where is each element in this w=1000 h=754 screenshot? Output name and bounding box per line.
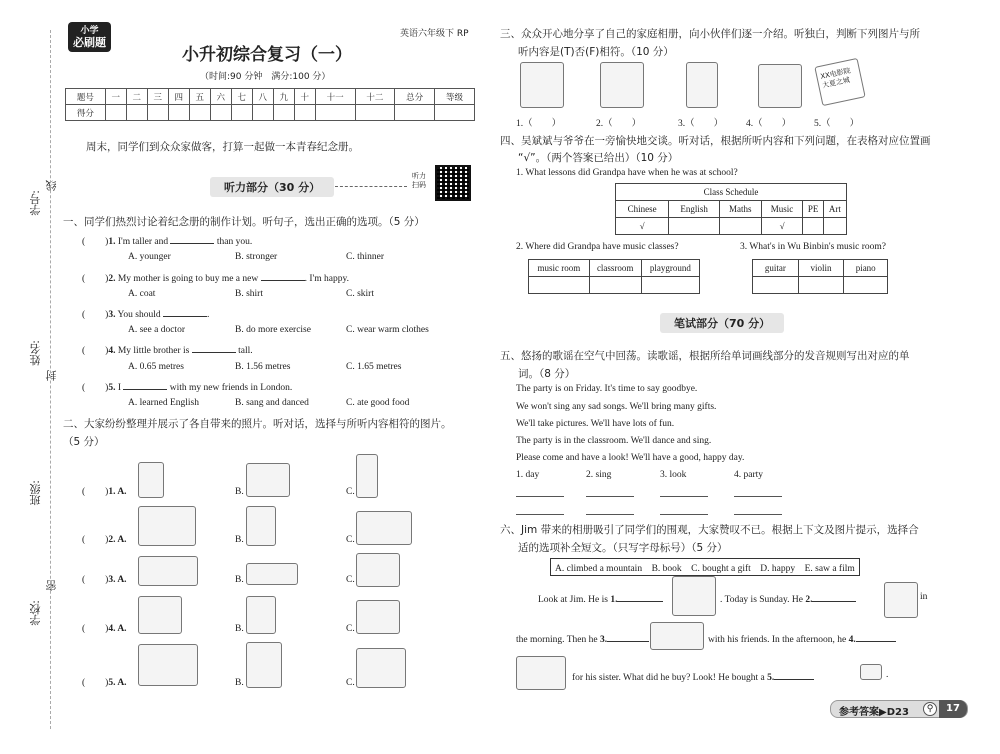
part4-title-line2: “√”。（两个答案已给出）（10 分） [518,152,679,164]
option-a: A. see a doctor [128,325,185,335]
word-prompt-1: 1. day [516,470,540,480]
instrument-cell: violin [798,260,844,277]
right-page [500,0,1000,754]
part1-item-2: ( )2. My mother is going to buy me a new . I'm happy. [82,271,349,284]
passage-line-1b: . Today is Sunday. He 2. [720,592,856,605]
score-cell: 十 [294,89,315,105]
score-header-row [66,89,475,105]
option-a: A. 0.65 metres [128,362,184,372]
score-cell: 题号 [66,89,106,105]
option-b-label: B. [235,575,244,585]
binding-line: 线 [45,180,58,191]
binding-dotted-line [50,30,51,729]
picture-option[interactable] [138,556,198,586]
brand-logo [68,22,111,52]
picture-option[interactable] [246,563,298,585]
check-cell[interactable] [589,277,641,294]
writing-section-banner: 笔试部分（70 分） [660,313,784,333]
option-b: B. stronger [235,252,278,262]
score-cell: 十二 [355,89,395,105]
blank-number: 2. [805,595,813,605]
picture-option[interactable] [246,642,282,688]
option-b: B. 1.56 metres [235,362,291,372]
part4-question-1: 1. What lessons did Grandpa have when he was at school? [516,168,738,178]
row-label: 2. A. [108,535,127,545]
score-value-row [66,105,475,121]
part2-row-2: ( )2. A. [82,535,127,545]
answer-line[interactable] [734,496,782,497]
check-cell[interactable] [823,218,846,235]
answer-blank[interactable] [812,592,856,602]
cinema-picture [650,622,704,650]
binding-strip [18,40,58,730]
answer-line[interactable] [586,496,634,497]
mountain-picture [884,582,918,618]
picture-option[interactable] [356,648,406,688]
part2-score: （5 分） [63,436,105,448]
answer-reference-text: 参考答案▶D23 [839,707,909,718]
place-cell: music room [529,260,590,277]
binding-name: 姓名: [29,340,42,366]
item-text: My mother is going to buy me a new [117,274,259,284]
part4-title-line1: 四、吴斌斌与爷爷在一旁愉快地交谈。听对话，根据所听内容和下列问题，在表格对应位置画 [500,135,931,147]
word-bank: A. climbed a mountain B. book C. bought a gift D. happy E. saw a film [550,558,860,576]
part5-title-line2: 词。（8 分） [518,368,576,380]
picture-option[interactable] [246,506,276,546]
picture-option[interactable] [356,454,378,498]
answer-blank[interactable] [261,271,305,281]
item-text: . I'm happy. [304,274,349,284]
place-cell: classroom [589,260,641,277]
answer-blank[interactable] [774,670,814,680]
score-cell: 八 [252,89,273,105]
listening-section-banner: 听力部分（30 分） [210,177,334,197]
judge-item-4[interactable]: 4.（ ） [746,119,792,129]
item-number: 2. [108,274,116,284]
check-cell[interactable] [753,277,799,294]
subject-cell: Art [823,201,846,218]
picture-option[interactable] [138,506,196,546]
score-cell: 五 [189,89,210,105]
picture-option[interactable] [138,596,182,634]
part5-title-line1: 五、悠扬的歌谣在空气中回荡。读歌谣，根据所给单词画线部分的发音规则写出对应的单 [500,350,910,362]
shopping-picture [516,656,566,690]
check-cell[interactable] [803,218,823,235]
picture-option[interactable] [356,511,412,545]
instruments-table [752,259,888,294]
answer-blank[interactable] [607,632,649,642]
check-cell[interactable] [669,218,720,235]
subject-row [616,201,847,218]
option-c-label: C. [346,678,355,688]
page-title: 小升初综合复习（一） [182,45,352,65]
passage-line-1: Look at Jim. He is 1. [538,592,663,605]
listening-qr-code[interactable] [435,165,471,201]
chant-line: We won't sing any sad songs. We'll bring many gifts. [516,402,717,412]
item-text: I [117,383,122,393]
part1-item-5: ( )5. I with my new friends in London. [82,380,292,393]
subject-cell: Maths [719,201,761,218]
passage-word-in: in [920,592,928,602]
schedule-title: Class Schedule [616,184,847,201]
option-c: C. 1.65 metres [346,362,402,372]
check-cell[interactable] [719,218,761,235]
binding-seal: 封 [45,370,58,381]
score-cell: 等级 [435,89,475,105]
picture-option[interactable] [138,644,198,686]
part6-title-line2: 适的选项补全短文。（只写字母标号）（5 分） [518,542,728,554]
score-cell: 四 [168,89,189,105]
subject-cell: PE [803,201,823,218]
part2-row-5: ( )5. A. [82,678,127,688]
part4-question-2: 2. Where did Grandpa have music classes? [516,242,679,252]
score-cell: 三 [147,89,168,105]
instrument-cell: guitar [753,260,799,277]
item-number: 4. [108,346,116,356]
blank-number: 3. [600,635,608,645]
option-b-label: B. [235,624,244,634]
item-text: I'm taller and [117,237,169,247]
cinema-sign-text: XX电影院 大夏之城 [819,66,852,90]
row-label: 3. A. [108,575,127,585]
logo-bottom-text: 必刷题 [73,36,106,49]
row-label: 5. A. [108,678,127,688]
part2-title: 二、大家纷纷整理并展示了各自带来的照片。听对话，选择与所听内容相符的图片。 [63,418,452,430]
option-b: B. sang and danced [235,398,309,408]
option-c-label: C. [346,487,355,497]
score-cell: 七 [231,89,252,105]
picture-item [520,62,564,108]
check-cell[interactable] [798,277,844,294]
option-c: C. thinner [346,252,384,262]
check-cell[interactable] [529,277,590,294]
part2-row-3: ( )3. A. [82,575,127,585]
item-text: You should [117,310,161,320]
word-prompt-4: 4. party [734,470,764,480]
picture-item [686,62,718,108]
picture-option[interactable] [138,462,164,498]
item-text: My little brother is [117,346,190,356]
blank-number: 4. [848,635,856,645]
picture-item [758,64,802,108]
chant-line: We'll take pictures. We'll have lots of fun. [516,419,675,429]
picture-option[interactable] [356,553,400,587]
part6-title-line1: 六、Jim 带来的相册吸引了同学们的围观，大家赞叹不已。根据上下文及图片提示，选择合 [500,524,919,536]
binding-class: 班级: [29,480,42,506]
answer-blank[interactable] [192,343,236,353]
logo-top-text: 小学 [80,26,99,36]
passage-end: . [886,670,889,680]
part2-row-4: ( )4. A. [82,624,127,634]
option-b-label: B. [235,535,244,545]
cinema-sign-picture [814,58,865,106]
answer-line[interactable] [660,514,708,515]
part3-title-line1: 三、众众开心地分享了自己的家庭相册，向小伙伴们逐一介绍。听独白，判断下列图片与所 [500,28,920,40]
answer-line[interactable] [516,496,564,497]
answer-line[interactable] [516,514,564,515]
part4-question-3: 3. What's in Wu Binbin's music room? [740,242,886,252]
score-cell: 二 [126,89,147,105]
part2-row-1: ( )1. A. [82,487,127,497]
place-cell: playground [641,260,699,277]
check-cell[interactable] [844,277,888,294]
class-schedule-table [615,183,847,235]
intro-text: 周末，同学们到众众家做客，打算一起做一本青春纪念册。 [86,141,359,153]
check-cell[interactable]: √ [761,218,803,235]
picture-option[interactable] [246,596,276,634]
exam-time-info: （时间:90 分钟 满分:100 分） [200,72,331,82]
answer-blank[interactable] [123,380,167,390]
score-row-label: 得分 [66,105,106,121]
judge-item-1[interactable]: 1.（ ） [516,119,562,129]
option-c-label: C. [346,535,355,545]
answer-line[interactable] [586,514,634,515]
answer-blank[interactable] [163,307,207,317]
option-c-label: C. [346,624,355,634]
places-table [528,259,700,294]
answer-reference [830,700,968,718]
part3-title-line2: 听内容是(T)否(F)相符。（10 分） [518,46,674,58]
option-a: A. younger [128,252,171,262]
binding-student-no: 学号: [29,190,42,216]
check-cell[interactable]: √ [616,218,669,235]
subject-cell: Music [761,201,803,218]
magnifier-icon: ⚲ [923,702,937,716]
part1-title: 一、同学们热烈讨论着纪念册的制作计划。听句子，选出正确的选项。（5 分） [63,216,425,228]
picture-item [600,62,644,108]
answer-line[interactable] [734,514,782,515]
item-number: 3. [108,310,116,320]
book-picture [860,664,882,680]
part1-item-1: ( )1. I'm taller and than you. [82,234,252,247]
answer-blank[interactable] [856,632,896,642]
option-c: C. ate good food [346,398,410,408]
score-cell: 六 [210,89,231,105]
judge-item-5[interactable]: 5.（ ） [814,119,860,129]
chant-line: The party is in the classroom. We'll dance and sing. [516,436,712,446]
passage-line-2b: with his friends. In the afternoon, he 4. [708,632,896,645]
option-b-label: B. [235,678,244,688]
page-number: 17 [939,700,967,718]
score-cell: 总分 [395,89,435,105]
row-label: 4. A. [108,624,127,634]
banner-rule [335,186,407,187]
chant-line: Please come and have a look! We'll have a good, happy day. [516,453,745,463]
option-b-label: B. [235,487,244,497]
blank-number: 5. [767,673,775,683]
answer-blank[interactable] [617,592,663,602]
judge-item-3[interactable]: 3.（ ） [678,119,724,129]
item-text: with my new friends in London. [169,383,293,393]
jim-happy-picture [672,576,716,616]
subject-cell: English [669,201,720,218]
option-c: C. wear warm clothes [346,325,429,335]
score-cell: 九 [273,89,294,105]
word-prompt-3: 3. look [660,470,687,480]
score-table [65,88,475,121]
check-row [616,218,847,235]
item-number: 1. [108,237,116,247]
judge-item-2[interactable]: 2.（ ） [596,119,642,129]
score-cell: 十一 [315,89,355,105]
blank-number: 1. [610,595,618,605]
item-text: than you. [216,237,253,247]
check-cell[interactable] [641,277,699,294]
instrument-cell: piano [844,260,888,277]
qr-label: 听力 扫码 [412,172,426,189]
word-prompt-2: 2. sing [586,470,612,480]
item-number: 5. [108,383,116,393]
option-b: B. shirt [235,289,263,299]
chant-line: The party is on Friday. It's time to say goodbye. [516,384,698,394]
part1-item-4: ( )4. My little brother is tall. [82,343,253,356]
option-a: A. coat [128,289,156,299]
answer-line[interactable] [660,496,708,497]
item-text: tall. [238,346,253,356]
passage-line-3: for his sister. What did he buy? Look! He bought a 5. [572,670,814,683]
binding-school: 学校: [29,600,42,626]
score-cell: 一 [105,89,126,105]
book-label: 英语六年级下 RP [400,29,469,39]
option-b: B. do more exercise [235,325,311,335]
binding-seal2: 密 [45,580,58,591]
subject-cell: Chinese [616,201,669,218]
option-a: A. learned English [128,398,199,408]
passage-line-2: the morning. Then he 3. [516,632,649,645]
part1-item-3: ( )3. You should . [82,307,209,320]
option-c: C. skirt [346,289,374,299]
answer-blank[interactable] [170,234,214,244]
item-text: . [207,310,210,320]
picture-option[interactable] [356,600,400,634]
row-label: 1. A. [108,487,127,497]
option-c-label: C. [346,575,355,585]
picture-option[interactable] [246,463,290,497]
